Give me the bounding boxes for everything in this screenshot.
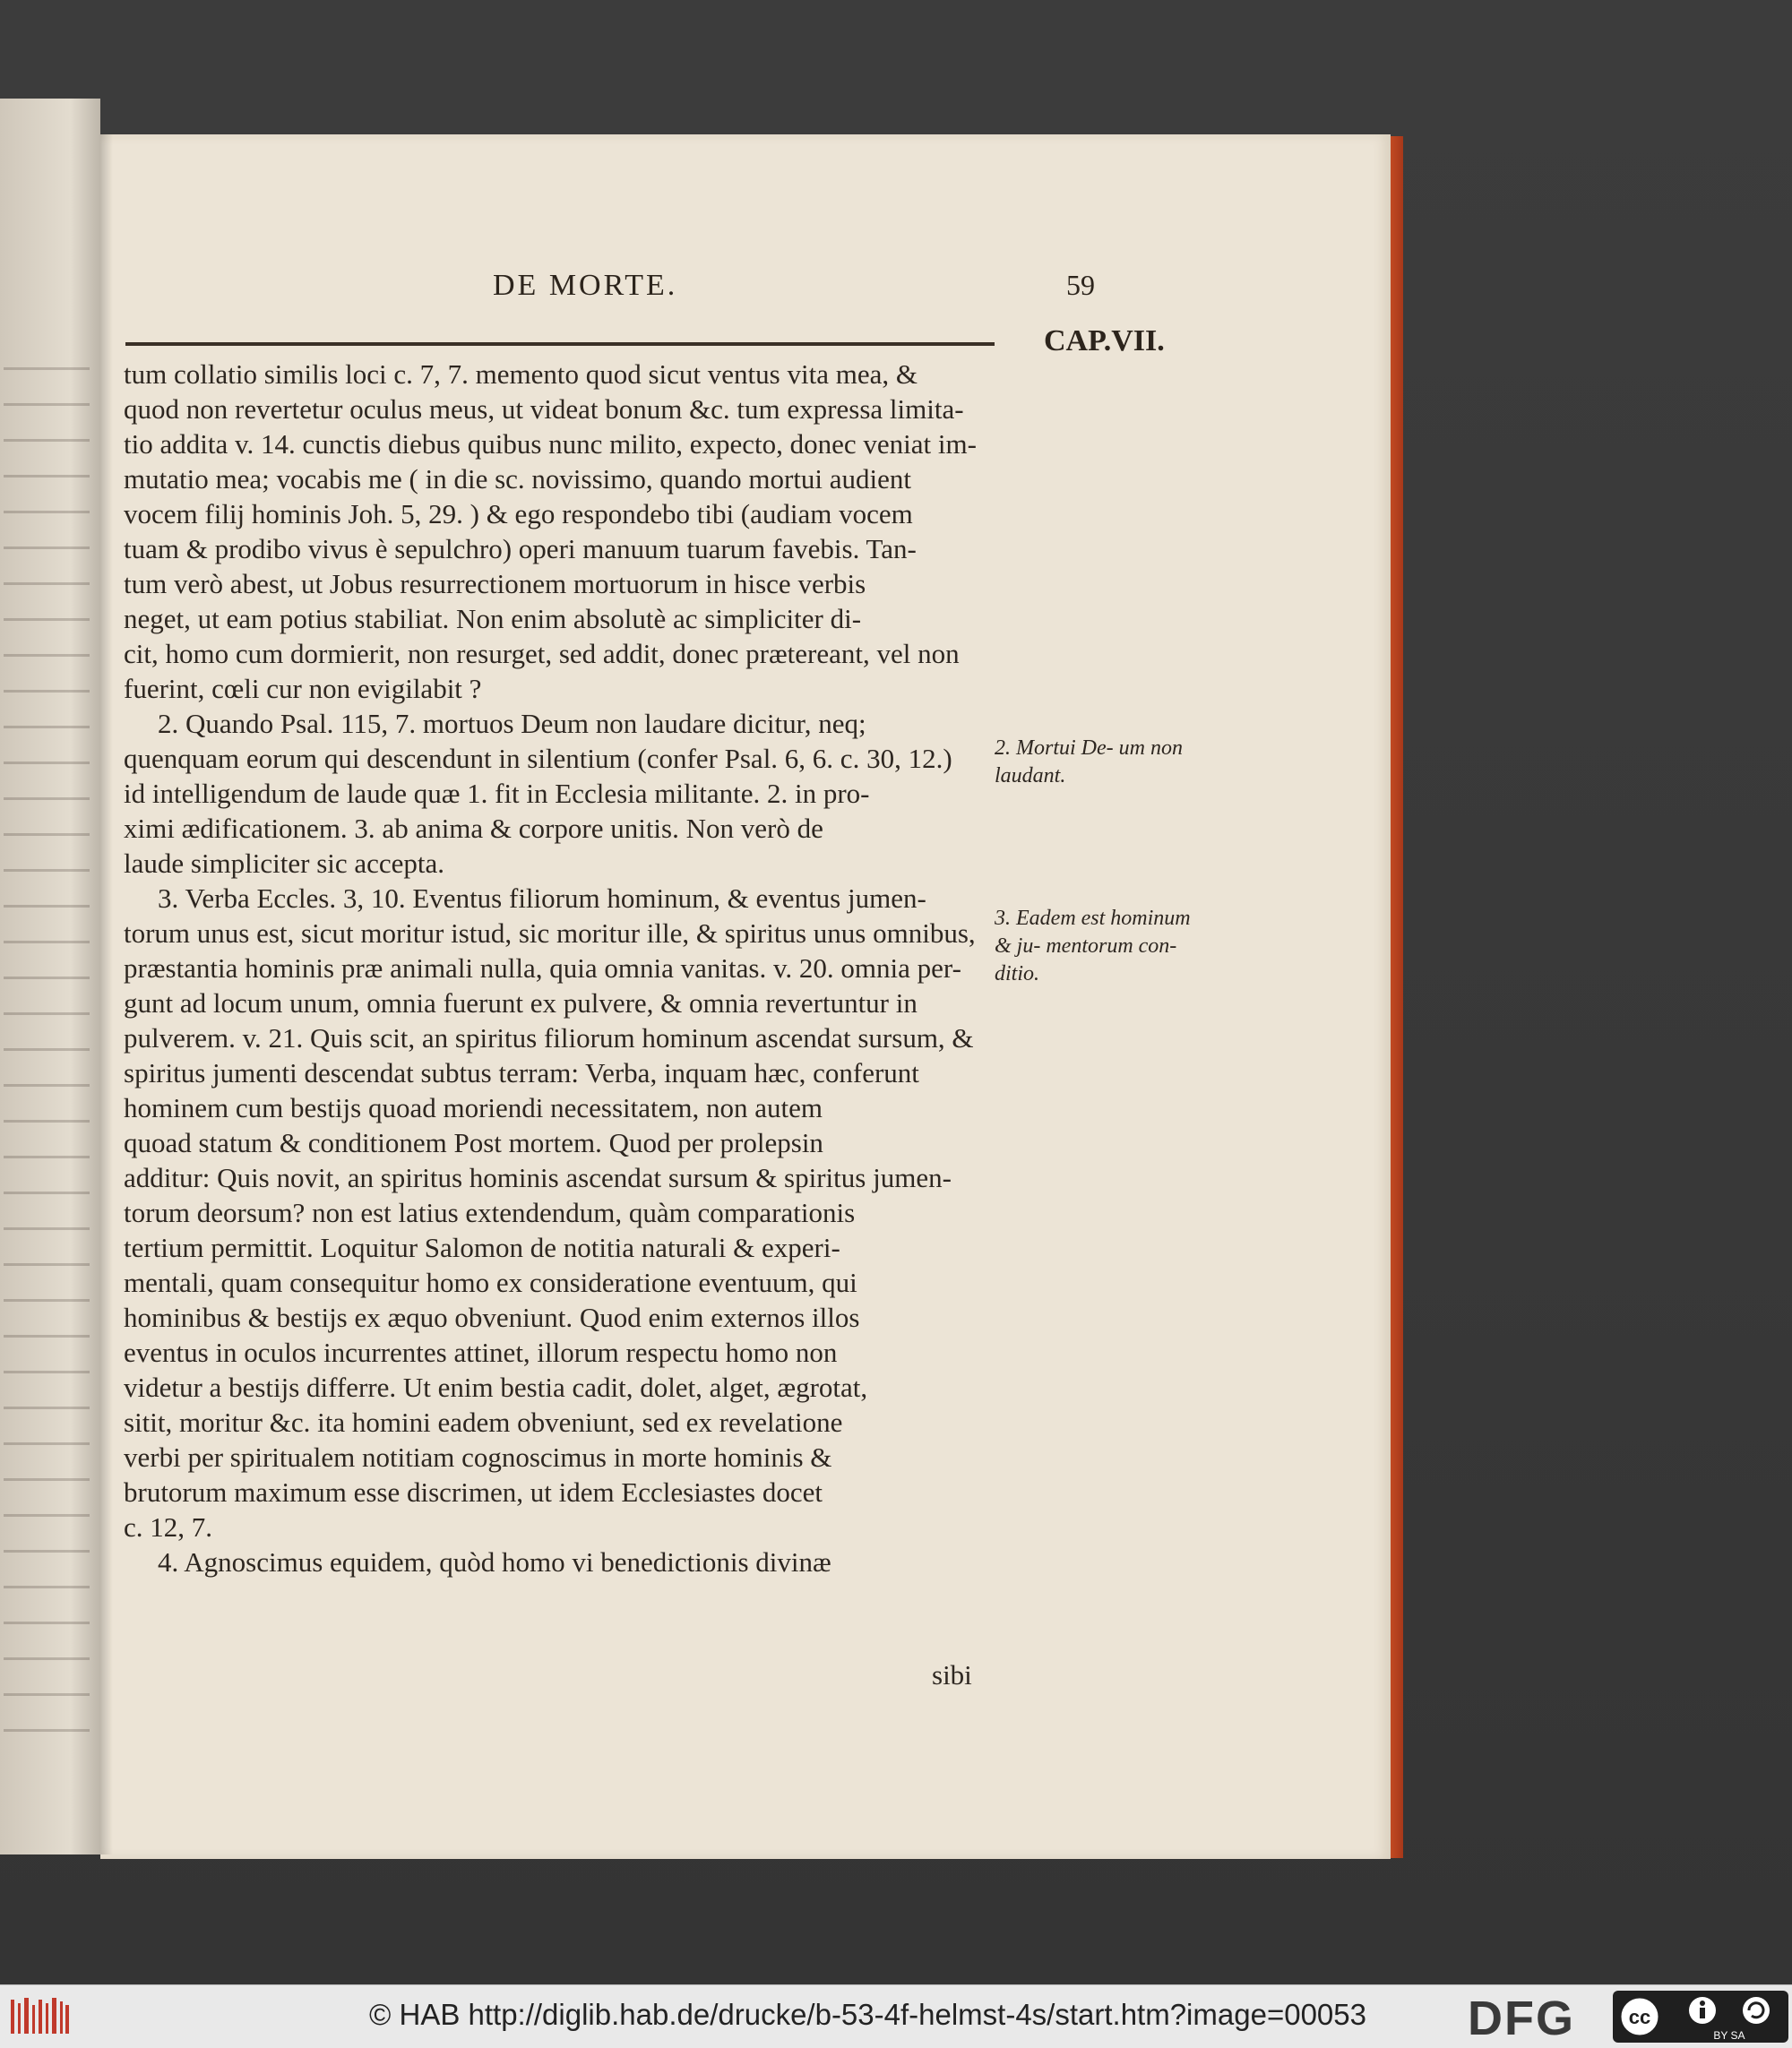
- text-line: ximi ædificationem. 3. ab anima & corpore unitis. Non verò de: [124, 813, 823, 844]
- text-line: additur: Quis novit, an spiritus hominis ascendat sursum & spiritus jumen-: [124, 1162, 952, 1193]
- chapter-label: CAP.VII.: [1044, 324, 1165, 357]
- text-line: quod non revertetur oculus meus, ut videat bonum &c. tum expressa limita-: [124, 393, 964, 425]
- text-line: quenquam eorum qui descendunt in silentium (confer Psal. 6, 6. c. 30, 12.): [124, 743, 952, 774]
- text-line: hominem cum bestijs quoad moriendi necessitatem, non autem: [124, 1092, 823, 1123]
- text-line: c. 12, 7.: [124, 1511, 213, 1543]
- source-url-link[interactable]: © HAB http://diglib.hab.de/drucke/b-53-4f-helmst-4s/start.htm?image=00053: [369, 1998, 1366, 2031]
- text-line: spiritus jumenti descendat subtus terram: Verba, inquam hæc, conferunt: [124, 1057, 919, 1089]
- text-line: pulverem. v. 21. Quis scit, an spiritus filiorum hominum ascendat sursum, &: [124, 1022, 974, 1054]
- text-line: gunt ad locum unum, omnia fuerunt ex pulvere, & omnia revertuntur in: [124, 987, 918, 1019]
- text-line: 2. Quando Psal. 115, 7. mortuos Deum non laudare dicitur, neq;: [158, 708, 866, 739]
- text-line: torum unus est, sicut moritur istud, sic moritur ille, & spiritus unus omnibus,: [124, 917, 976, 949]
- header-rule: [125, 342, 995, 346]
- barcode-icon: [9, 1994, 72, 2039]
- svg-text:cc: cc: [1628, 2006, 1651, 2028]
- text-line: quoad statum & conditionem Post mortem. Quod per prolepsin: [124, 1127, 823, 1158]
- text-line: brutorum maximum esse discrimen, ut idem Ecclesiastes docet: [124, 1476, 823, 1508]
- body-text: [124, 357, 993, 1579]
- page-gutter-shadow: [100, 134, 113, 1854]
- text-line: tuam & prodibo vivus è sepulchro) operi manuum tuarum favebis. Tan-: [124, 533, 917, 564]
- page-red-edge: [1391, 136, 1403, 1858]
- cc-license-icon: [1613, 1991, 1788, 2043]
- catchword: sibi: [932, 1659, 972, 1691]
- text-line: laude simpliciter sic accepta.: [124, 848, 445, 879]
- text-line: vocem filij hominis Joh. 5, 29. ) & ego respondebo tibi (audiam vocem: [124, 498, 913, 529]
- text-line: eventus in oculos incurrentes attinet, illorum respectu homo non: [124, 1337, 838, 1368]
- text-line: videtur a bestijs differre. Ut enim bestia cadit, dolet, alget, ægrotat,: [124, 1372, 868, 1403]
- text-line: hominibus & bestijs ex æquo obveniunt. Quod enim externos illos: [124, 1302, 860, 1333]
- previous-page-edge: [0, 99, 100, 1854]
- svg-text:BY SA: BY SA: [1713, 2029, 1745, 2042]
- margin-note-2: 3. Eadem est hominum & ju- mentorum con- ditio.: [995, 907, 1191, 985]
- license-badge[interactable]: [1613, 1991, 1788, 2043]
- text-line: mentali, quam consequitur homo ex consideratione eventuum, qui: [124, 1267, 857, 1298]
- text-line: 3. Verba Eccles. 3, 10. Eventus filiorum hominum, & eventus jumen-: [158, 882, 926, 914]
- text-line: torum deorsum? non est latius extendendum, quàm comparationis: [124, 1197, 856, 1228]
- margin-note-1: 2. Mortui De- um non laudant.: [995, 736, 1183, 787]
- running-title: DE MORTE.: [493, 269, 678, 302]
- text-line: id intelligendum de laude quæ 1. fit in Ecclesia militante. 2. in pro-: [124, 778, 870, 809]
- dfg-logo[interactable]: DFG: [1468, 1992, 1575, 2045]
- page-number: 59: [1066, 269, 1095, 301]
- text-line: neget, ut eam potius stabiliat. Non enim absolutè ac simpliciter di-: [124, 603, 862, 634]
- text-line: tum collatio similis loci c. 7, 7. memento quod sicut ventus vita mea, &: [124, 358, 918, 390]
- text-line: mutatio mea; vocabis me ( in die sc. novissimo, quando mortui audient: [124, 463, 912, 495]
- text-line: tio addita v. 14. cunctis diebus quibus nunc milito, expecto, donec veniat im-: [124, 428, 977, 460]
- text-line: tum verò abest, ut Jobus resurrectionem mortuorum in hisce verbis: [124, 568, 866, 599]
- text-line: præstantia hominis præ animali nulla, quia omnia vanitas. v. 20. omnia per-: [124, 952, 961, 984]
- text-line: verbi per spiritualem notitiam cognoscimus in morte hominis &: [124, 1441, 832, 1473]
- text-line: tertium permittit. Loquitur Salomon de notitia naturali & experi-: [124, 1232, 840, 1263]
- text-line: cit, homo cum dormierit, non resurget, sed addit, donec prætereant, vel non: [124, 638, 960, 669]
- text-line: sitit, moritur &c. ita homini eadem obveniunt, sed ex revelatione: [124, 1407, 843, 1438]
- footer-bar: [0, 1984, 1792, 2048]
- text-line: 4. Agnoscimus equidem, quòd homo vi benedictionis divinæ: [158, 1546, 831, 1578]
- text-line: fuerint, cœli cur non evigilabit ?: [124, 673, 482, 704]
